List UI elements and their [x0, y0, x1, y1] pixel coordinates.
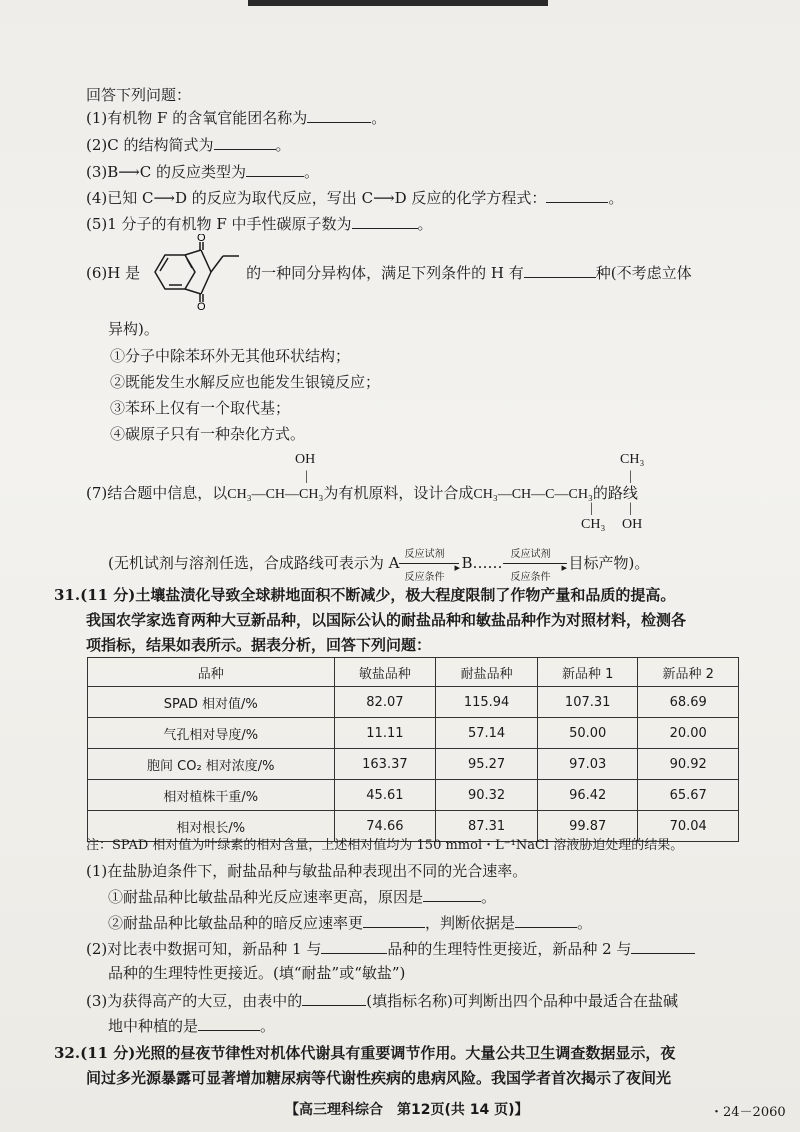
- table-cell: 87.31: [436, 811, 538, 842]
- table-row: [88, 718, 739, 749]
- table-cell: 68.69: [638, 687, 739, 718]
- intro: 回答下列问题：: [86, 86, 192, 104]
- answer-blank[interactable]: [302, 991, 366, 1006]
- table-note: 注：SPAD 相对值为叶绿素的相对含量，上述相对值均为 150 mmol・L⁻¹NaCl 溶液胁迫处理的结果。: [86, 838, 684, 853]
- table-cell: 气孔相对导度/%: [88, 718, 335, 749]
- question-30-7: (7)结合题中信息，以CH₃—CH—CH₃为有机原料，设计合成CH₃—CH—C—CH₃的路线: [86, 484, 638, 502]
- answer-blank[interactable]: [515, 913, 577, 928]
- answer-blank[interactable]: [423, 887, 481, 902]
- question-31-1a: ①耐盐品种比敏盐品种光反应速率更高，原因是 。: [108, 888, 497, 906]
- oxygen-label: O: [197, 234, 206, 244]
- question-31-line2: 我国农学家选育两种大豆新品种，以国际公认的耐盐品种和敏盐品种作为对照材料，检测各: [86, 611, 687, 629]
- condition-2: ②既能发生水解反应也能发生银镜反应；: [110, 373, 381, 391]
- route-arrow-2: 反应试剂 ▸ 反应条件: [503, 554, 569, 574]
- answer-blank[interactable]: [198, 1016, 260, 1031]
- chem2-bot1: CH₃: [581, 517, 606, 532]
- chem2-bond-bot2: |: [629, 501, 632, 516]
- condition-3: ③苯环上仅有一个取代基；: [110, 399, 291, 417]
- answer-blank[interactable]: [352, 214, 418, 229]
- answer-blank[interactable]: [214, 135, 276, 150]
- table-header: 耐盐品种: [436, 658, 538, 687]
- indanedione-structure-image: [143, 234, 253, 310]
- table-header: 新品种 2: [638, 658, 739, 687]
- question-31-3: (3)为获得高产的大豆，由表中的 (填指标名称)可判断出四个品种中最适合在盐碱: [86, 992, 678, 1010]
- arrow-icon: ⟶: [118, 163, 140, 181]
- table-cell: 相对植株干重/%: [88, 780, 335, 811]
- table-cell: 70.04: [638, 811, 739, 842]
- table-cell: 20.00: [638, 718, 739, 749]
- question-32-line1: 32.(11 分)光照的昼夜节律性对机体代谢具有重要调节作用。大量公共卫生调查数据显示，夜: [54, 1044, 676, 1062]
- table-cell: 相对根长/%: [88, 811, 335, 842]
- question-32-line2: 间过多光源暴露可显著增加糖尿病等代谢性疾病的患病风险。我国学者首次揭示了夜间光: [86, 1069, 672, 1087]
- table-row: [88, 749, 739, 780]
- table-cell: SPAD 相对值/%: [88, 687, 335, 718]
- table-cell: 45.61: [334, 780, 436, 811]
- answer-blank[interactable]: [546, 188, 608, 203]
- answer-blank[interactable]: [363, 913, 425, 928]
- chem1-oh: OH: [295, 452, 316, 467]
- table-cell: 82.07: [334, 687, 436, 718]
- arrow-icon: ▸: [561, 561, 568, 574]
- question-31-2: (2)对比表中数据可知，新品种 1 与 品种的生理特性更接近，新品种 2 与: [86, 938, 695, 960]
- question-31-line3: 项指标，结果如表所示。据表分析，回答下列问题：: [86, 636, 432, 654]
- table-cell: 95.27: [436, 749, 538, 780]
- table-cell: 97.03: [537, 749, 638, 780]
- table-cell: 90.32: [436, 780, 538, 811]
- results-table: [87, 657, 739, 842]
- table-cell: 50.00: [537, 718, 638, 749]
- table-cell: 163.37: [334, 749, 436, 780]
- oxygen-label: O: [197, 301, 206, 310]
- table-row: [88, 780, 739, 811]
- answer-blank[interactable]: [321, 939, 387, 954]
- table-cell: 74.66: [334, 811, 436, 842]
- answer-blank[interactable]: [524, 263, 596, 278]
- chem2-bond-bot1: |: [590, 501, 593, 516]
- table-cell: 90.92: [638, 749, 739, 780]
- arrow-icon: ▸: [454, 561, 460, 574]
- table-cell: 胞间 CO₂ 相对浓度/%: [88, 749, 335, 780]
- chem2-bond-top: |: [629, 469, 632, 484]
- table-header: 新品种 1: [537, 658, 638, 687]
- table-cell: 65.67: [638, 780, 739, 811]
- table-cell: 107.31: [537, 687, 638, 718]
- question-30-4: (4)已知 C⟶D 的反应为取代反应，写出 C⟶D 反应的化学方程式： 。: [86, 189, 624, 207]
- table-cell: 96.42: [537, 780, 638, 811]
- top-binding-strip: [248, 0, 548, 6]
- table-header: 敏盐品种: [334, 658, 436, 687]
- table-cell: 115.94: [436, 687, 538, 718]
- question-31-1b: ②耐盐品种比敏盐品种的暗反应速率更 ，判断依据是 。: [108, 914, 593, 932]
- answer-blank[interactable]: [631, 939, 695, 954]
- table-cell: 11.11: [334, 718, 436, 749]
- exam-code: ・24－2060: [710, 1105, 786, 1120]
- question-31-head: 31.(11 分)土壤盐渍化导致全球耕地面积不断减少，极大程度限制了作物产量和品质的提高。: [54, 586, 676, 604]
- question-31-1: (1)在盐胁迫条件下，耐盐品种与敏盐品种表现出不同的光合速率。: [86, 862, 528, 880]
- answer-blank[interactable]: [307, 108, 371, 123]
- page-footer: 【高三理科综合 第12页(共 14 页)】: [285, 1102, 529, 1118]
- chem2-top: CH₃: [620, 452, 645, 467]
- chem2-bot2: OH: [622, 517, 643, 532]
- question-31-2-cont: 品种的生理特性更接近。(填“耐盐”或“敏盐”): [108, 964, 406, 982]
- question-31-3-cont: 地中种植的是 。: [108, 1017, 276, 1035]
- arrow-icon: ⟶: [373, 189, 395, 207]
- question-30-2: (2)C 的结构简式为 。: [86, 136, 291, 154]
- question-30-1: (1)有机物 F 的含氧官能团名称为 。: [86, 109, 387, 127]
- question-30-3: (3)B⟶C 的反应类型为 。: [86, 163, 320, 181]
- chem1-bond: |: [305, 469, 308, 484]
- table-cell: 99.87: [537, 811, 638, 842]
- question-30-5: (5)1 分子的有机物 F 中手性碳原子数为 。: [86, 215, 433, 233]
- condition-4: ④碳原子只有一种杂化方式。: [110, 425, 306, 443]
- route-arrow-1: 反应试剂 ▸ 反应条件: [399, 554, 461, 574]
- table-row: [88, 687, 739, 718]
- question-30-6-cont: 异构)。: [108, 320, 159, 338]
- table-header: 品种: [88, 658, 335, 687]
- route-text: (无机试剂与溶剂任选，合成路线可表示为 A 反应试剂 ▸ 反应条件 B…… 反应试剂 ▸ 反应条件 目标产物)。: [108, 549, 650, 583]
- question-30-6: (6)H 是 的一种同分异构体，满足下列条件的 H 有 种(不考虑立体: [86, 264, 692, 282]
- arrow-icon: ⟶: [153, 189, 176, 207]
- table-header-row: [88, 658, 739, 687]
- condition-1: ①分子中除苯环外无其他环状结构；: [110, 347, 351, 365]
- table-cell: 57.14: [436, 718, 538, 749]
- answer-blank[interactable]: [246, 162, 304, 177]
